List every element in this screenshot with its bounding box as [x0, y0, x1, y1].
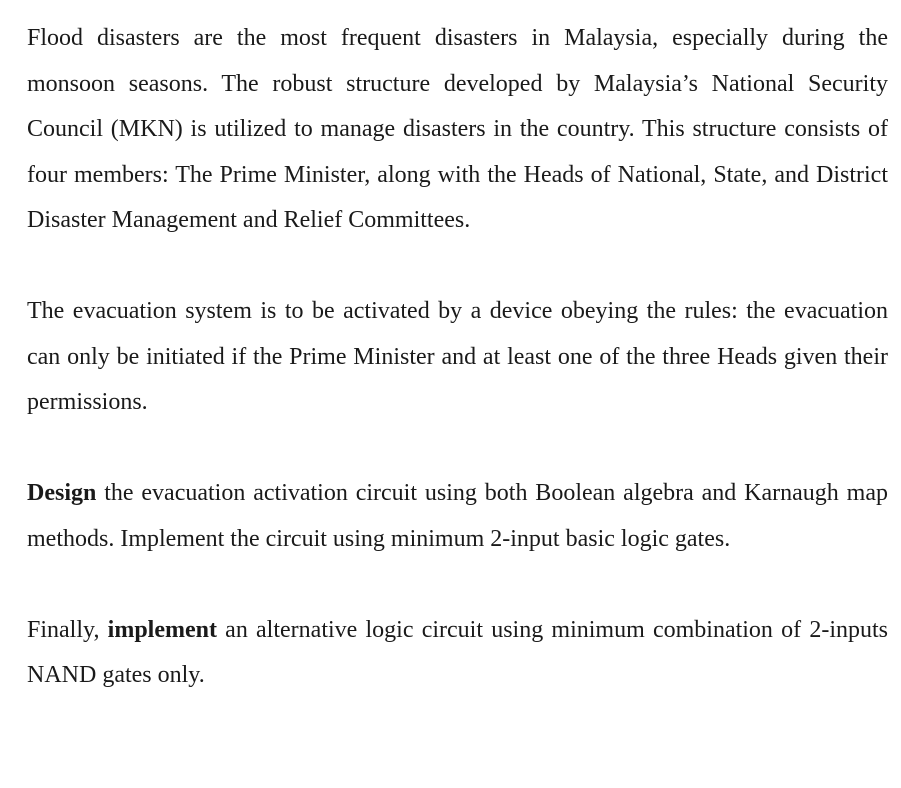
paragraph-nand-task-lead: Finally,	[27, 616, 108, 643]
paragraph-nand-task	[27, 608, 888, 699]
paragraph-evacuation-rules-text: The evacuation system is to be activated by a device obeying the rules: the evacuation can only be initiated if the Prime Minister and at least one of the three Heads given their permissions.	[27, 298, 888, 415]
implement-keyword: implement	[107, 616, 217, 643]
paragraph-evacuation-rules	[27, 289, 888, 426]
paragraph-design-task	[27, 471, 888, 562]
paragraph-background	[27, 16, 888, 244]
paragraph-nand-task-text: an alternative logic circuit using minimum combination of 2-inputs NAND gates only.	[27, 616, 888, 688]
design-keyword: Design	[27, 480, 97, 506]
paragraph-design-task-text: the evacuation activation circuit using both Boolean algebra and Karnaugh map methods. Implement the circuit using minimum 2-input basic logic gates.	[27, 480, 888, 552]
paragraph-background-text: Flood disasters are the most frequent disasters in Malaysia, especially during the monsoon seasons. The robust structure developed by Malaysia’s National Security Council (MKN) is utilized to manage disasters in the country. This structure consists of four members: The Prime Minister, along with the Heads of National, State, and District Disaster Management and Relief Committees.	[27, 25, 888, 233]
